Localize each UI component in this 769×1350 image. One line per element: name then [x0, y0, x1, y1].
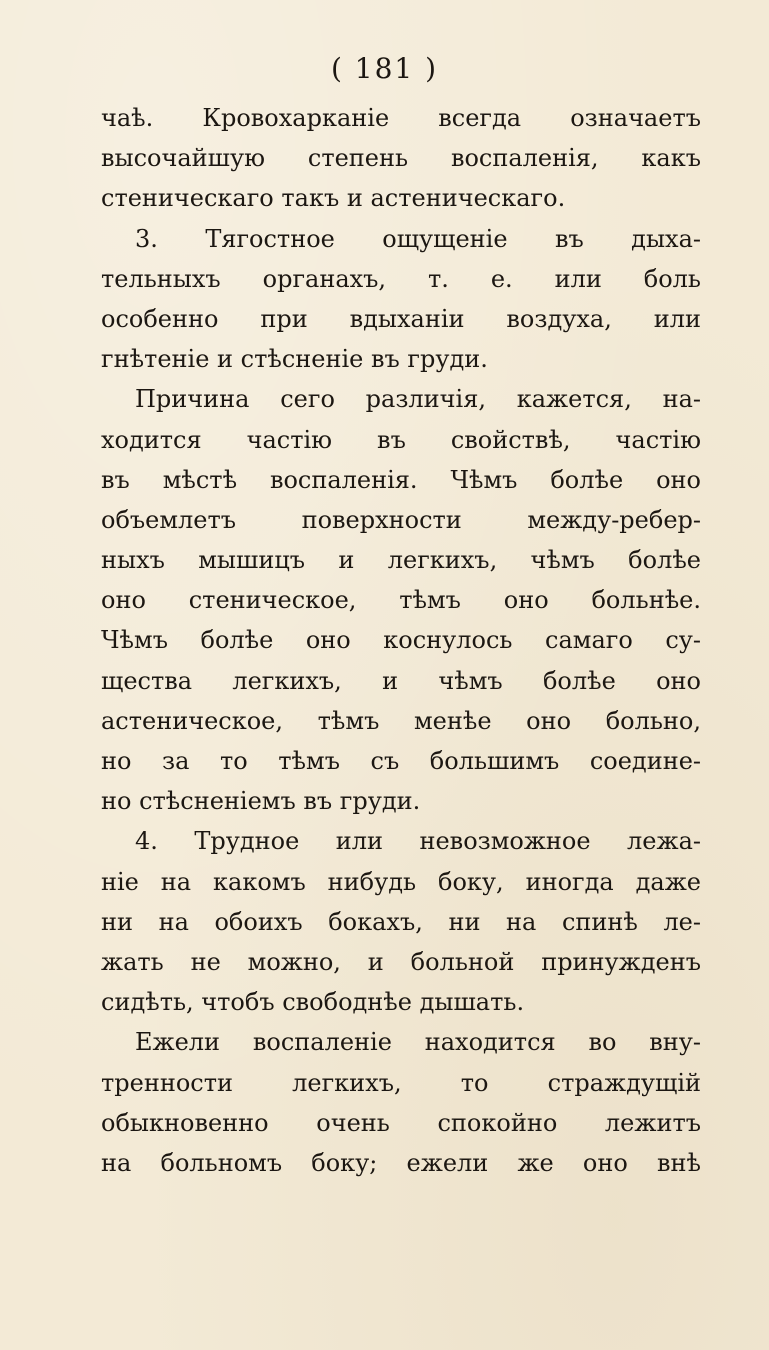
text-line-1: чаѣ. Кровохарканіе всегда означаетъ — [101, 104, 701, 132]
text-line-18: но стѣсненіемъ въ груди. — [101, 787, 421, 816]
text-line-27: на больномъ боку; ежели же оно внѣ — [101, 1148, 701, 1177]
text-line-13: оно стеническое, тѣмъ оно больнѣе. — [101, 586, 701, 615]
text-line-9: ходится частію въ свойствѣ, частію — [101, 425, 701, 454]
body-text — [101, 98, 701, 1183]
text-line-17: но за то тѣмъ съ большимъ соедине- — [101, 747, 701, 775]
text-line-24: Ежели воспаленіе находится во вну- — [135, 1028, 701, 1057]
text-line-19: 4. Трудное или невозможное лежа- — [135, 827, 701, 856]
text-line-5: тельныхъ органахъ, т. е. или боль — [101, 264, 701, 293]
text-line-3: стеническаго такъ и астеническаго. — [101, 184, 566, 213]
text-line-8: Причина сего различія, кажется, на- — [135, 385, 701, 414]
text-line-16: астеническое, тѣмъ менѣе оно больно, — [101, 706, 701, 735]
text-line-12: ныхъ мышицъ и легкихъ, чѣмъ болѣе — [101, 546, 701, 575]
text-line-2: высочайшую степень воспаленія, какъ — [101, 144, 701, 173]
text-line-25: тренности легкихъ, то страждущій — [101, 1068, 701, 1097]
text-line-21: ни на обоихъ бокахъ, ни на спинѣ ле- — [101, 907, 701, 936]
text-line-23: сидѣть, чтобъ свободнѣе дышать. — [101, 988, 525, 1017]
text-line-4: 3. Тягостное ощущеніе въ дыха- — [135, 224, 701, 253]
text-line-7: гнѣтеніе и стѣсненіе въ груди. — [101, 345, 488, 374]
text-line-10: въ мѣстѣ воспаленія. Чѣмъ болѣе оно — [101, 465, 701, 494]
text-line-20: ніе на какомъ нибудь боку, иногда даже — [101, 867, 701, 896]
text-line-26: обыкновенно очень спокойно лежитъ — [101, 1108, 701, 1137]
text-line-6: особенно при вдыханіи воздуха, или — [101, 304, 701, 333]
text-line-14: Чѣмъ болѣе оно коснулось самаго су- — [101, 626, 701, 655]
page-number: ( 181 ) — [330, 52, 439, 85]
text-line-22: жать не можно, и больной принужденъ — [101, 947, 701, 976]
text-line-15: щества легкихъ, и чѣмъ болѣе оно — [101, 666, 701, 695]
text-line-11: объемлетъ поверхности между-ребер- — [101, 505, 701, 534]
